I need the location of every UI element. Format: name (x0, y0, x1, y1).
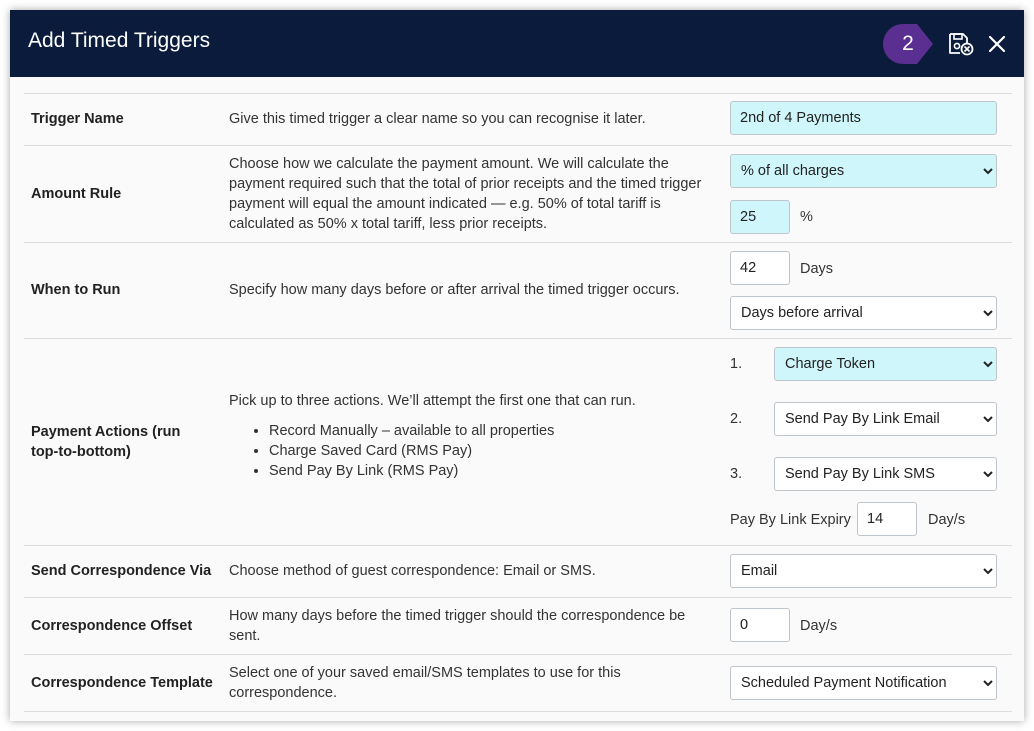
correspondence-offset-input[interactable] (730, 608, 790, 642)
amount-rule-select[interactable] (730, 154, 997, 188)
amount-unit-label: % (800, 209, 813, 225)
action-3-number: 3. (730, 466, 743, 482)
when-to-run-label: When to Run (31, 282, 121, 298)
action-2-select[interactable] (774, 402, 997, 436)
payment-actions-intro: Pick up to three actions. We’ll attempt the first one that can run. (229, 393, 636, 409)
pay-by-link-expiry-input[interactable] (857, 502, 917, 536)
correspondence-template-description: Select one of your saved email/SMS templates to use for this correspondence. (229, 665, 621, 701)
close-icon[interactable] (987, 34, 1007, 54)
correspondence-template-label: Correspondence Template (31, 675, 213, 691)
row-payment-actions (24, 339, 1012, 546)
row-trigger-name (24, 94, 1012, 146)
bullet-record-manually: • Record Manually – available to all properties (269, 421, 714, 441)
amount-rule-description: Choose how we calculate the payment amount. We will calculate the payment required such that the total of prior receipts and the timed trigger payment will equal the amount indicated — e.g. 50% of total tariff is calculated as 50% x total tariff, less prior receipts. (229, 156, 702, 232)
pay-by-link-expiry-label: Pay By Link Expiry (730, 512, 851, 528)
timing-select[interactable] (730, 296, 997, 330)
correspondence-offset-unit: Day/s (800, 618, 838, 634)
row-correspondence-offset (24, 598, 1012, 655)
dialog-title: Add Timed Triggers (28, 29, 211, 52)
action-1-select[interactable] (774, 347, 997, 381)
days-unit-label: Days (800, 261, 834, 277)
days-input[interactable] (730, 251, 790, 285)
correspondence-method-select[interactable] (730, 554, 997, 588)
trigger-name-input[interactable] (730, 101, 997, 135)
row-amount-rule (24, 146, 1012, 243)
add-timed-triggers-dialog (10, 10, 1024, 721)
row-correspondence-template (24, 655, 1012, 712)
row-when-to-run (24, 243, 1012, 339)
send-correspondence-label: Send Correspondence Via (31, 563, 212, 579)
trigger-name-description: Give this timed trigger a clear name so you can recognise it later. (229, 111, 646, 127)
payment-actions-bullets (229, 421, 714, 481)
correspondence-template-select[interactable] (730, 666, 997, 700)
send-correspondence-description: Choose method of guest correspondence: Email or SMS. (229, 563, 596, 579)
bullet-charge-saved-card: • Charge Saved Card (RMS Pay) (269, 441, 714, 461)
bullet-send-pay-by-link: • Send Pay By Link (RMS Pay) (269, 461, 714, 481)
amount-rule-label: Amount Rule (31, 186, 122, 202)
row-send-correspondence (24, 546, 1012, 598)
correspondence-offset-label: Correspondence Offset (31, 618, 193, 634)
step-callout (883, 24, 933, 64)
action-3-select[interactable] (774, 457, 997, 491)
pay-by-link-expiry-unit: Day/s (928, 512, 966, 528)
action-2-number: 2. (730, 411, 743, 427)
callout-number: 2 (902, 32, 914, 55)
payment-actions-label: Payment Actions (run top-to-bottom) (31, 424, 181, 460)
when-to-run-description: Specify how many days before or after arrival the timed trigger occurs. (229, 282, 680, 298)
trigger-name-label: Trigger Name (31, 111, 124, 127)
correspondence-offset-description: How many days before the timed trigger should the correspondence be sent. (229, 608, 686, 644)
trigger-form (24, 93, 1012, 712)
dialog-header (10, 10, 1024, 77)
save-close-icon[interactable] (948, 32, 974, 56)
action-1-number: 1. (730, 356, 743, 372)
amount-value-input[interactable] (730, 200, 790, 234)
payment-actions-description (229, 391, 714, 481)
